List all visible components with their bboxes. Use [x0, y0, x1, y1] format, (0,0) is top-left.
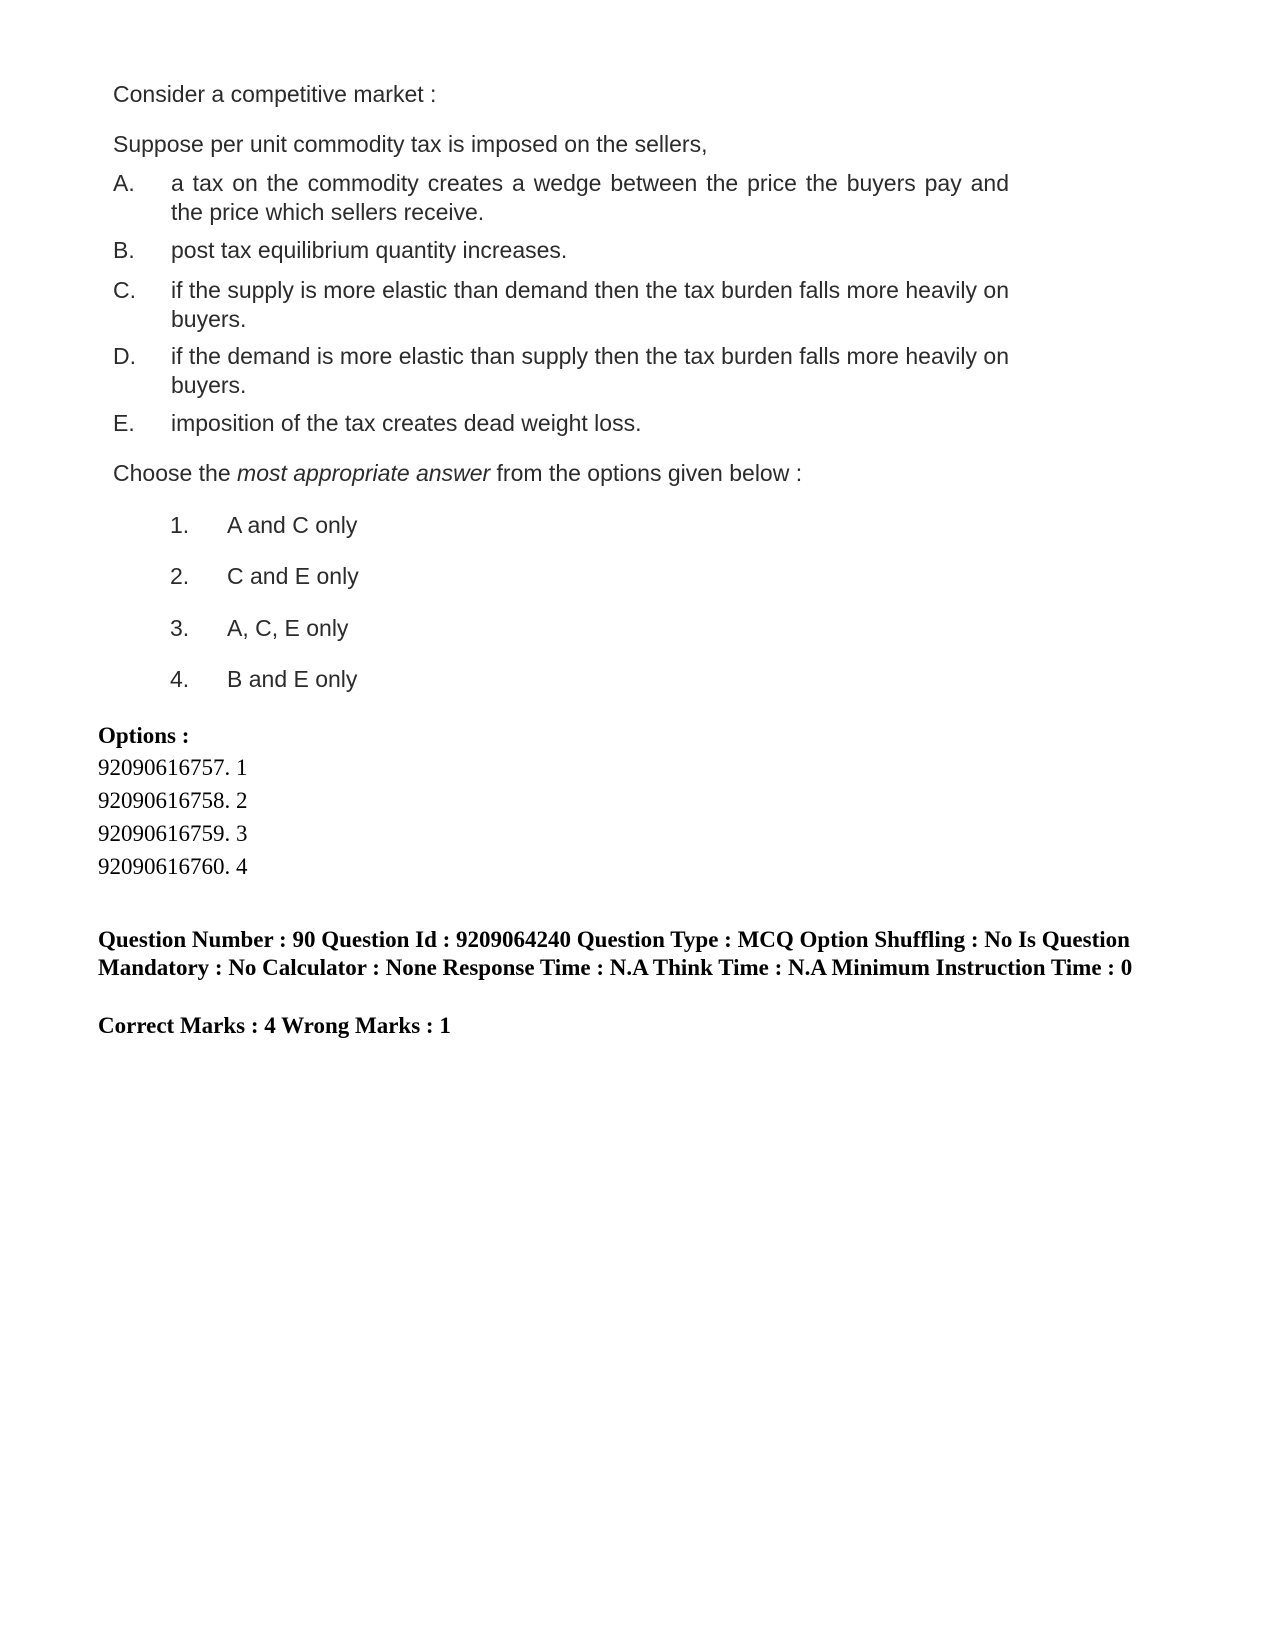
- question-image: [95, 70, 1015, 730]
- statement-text: a tax on the commodity creates a wedge between the price the buyers pay and the price which sellers receive.: [171, 170, 1009, 225]
- answer-text: A and C only: [227, 512, 358, 538]
- statement-e: [113, 409, 993, 438]
- answer-choice-4: [170, 665, 357, 694]
- question-marks: Correct Marks : 4 Wrong Marks : 1: [98, 1013, 451, 1038]
- answer-number: 3.: [170, 615, 190, 641]
- statement-letter: E.: [113, 410, 135, 436]
- statement-c: [113, 276, 1009, 334]
- statement-letter: A.: [113, 170, 135, 196]
- choose-emphasis: most appropriate answer: [237, 460, 491, 486]
- answer-number: 2.: [170, 563, 190, 589]
- answer-choice-2: [170, 562, 359, 591]
- statement-text: if the supply is more elastic than demand then the tax burden falls more heavily on buyers.: [171, 277, 1009, 332]
- question-meta: Question Number : 90 Question Id : 9209064240 Question Type : MCQ Option Shuffling : No Is Question Mandatory : No Calculator : None Response Time : N.A Think Time : N.A Minimum Instruction Time : 0: [98, 927, 1133, 980]
- answer-text: C and E only: [227, 563, 359, 589]
- answer-choice-3: [170, 614, 348, 643]
- statement-text: post tax equilibrium quantity increases.: [171, 237, 568, 263]
- answer-choice-1: [170, 511, 357, 540]
- option-row: 92090616759. 3: [98, 821, 248, 846]
- answer-number: 4.: [170, 666, 190, 692]
- option-row: 92090616757. 1: [98, 755, 248, 780]
- statement-letter: D.: [113, 343, 136, 369]
- option-row: 92090616758. 2: [98, 788, 248, 813]
- choose-suffix: from the options given below :: [490, 460, 803, 486]
- choose-prefix: Choose the: [113, 460, 238, 486]
- question-premise: Suppose per unit commodity tax is imposed on the sellers,: [113, 131, 708, 157]
- statement-letter: C.: [113, 277, 136, 303]
- answer-text: B and E only: [227, 666, 358, 692]
- statement-text: if the demand is more elastic than supply then the tax burden falls more heavily on buyers.: [171, 343, 1009, 398]
- answer-number: 1.: [170, 512, 190, 538]
- statement-b: [113, 236, 993, 265]
- options-heading: Options :: [98, 723, 190, 748]
- answer-text: A, C, E only: [227, 615, 349, 641]
- choose-instruction: [113, 459, 802, 488]
- statement-d: [113, 342, 1009, 400]
- question-intro: Consider a competitive market :: [113, 81, 437, 107]
- option-row: 92090616760. 4: [98, 854, 248, 879]
- statement-letter: B.: [113, 237, 135, 263]
- statement-a: [113, 169, 1009, 227]
- statement-text: imposition of the tax creates dead weight loss.: [171, 410, 642, 436]
